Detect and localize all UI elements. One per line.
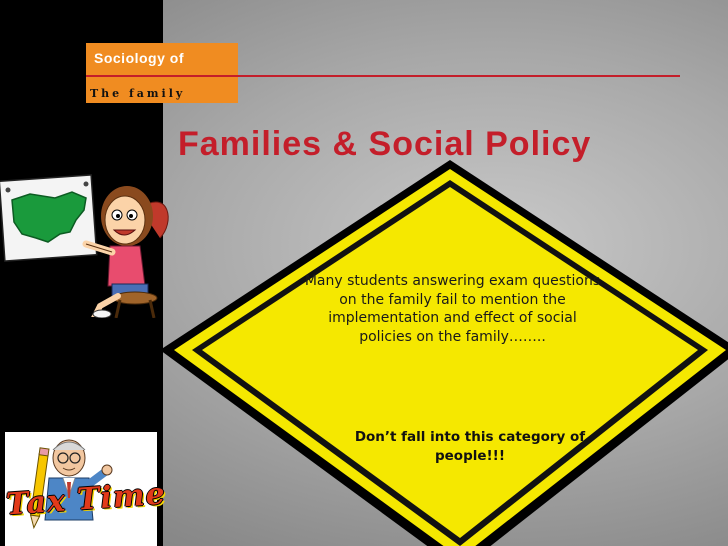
teacher-girl-clipart: [0, 168, 175, 318]
badge-title: Sociology of: [94, 50, 184, 66]
badge-subtitle: The family: [90, 87, 186, 100]
sign-warning-text: Don’t fall into this category of people!!!: [354, 429, 586, 464]
course-badge: [86, 43, 238, 103]
sign-body-text: Many students answering exam questions on the family fail to mention the implementation and effect of social policies on the family……..: [304, 273, 601, 345]
header-rule: [86, 75, 680, 77]
tax-time-label: Tax Time: [4, 476, 167, 523]
sign-face: [202, 187, 698, 538]
usa-map-icon: [0, 175, 97, 261]
warning-sign: [160, 160, 728, 546]
slide-title: Families & Social Policy: [178, 125, 592, 163]
